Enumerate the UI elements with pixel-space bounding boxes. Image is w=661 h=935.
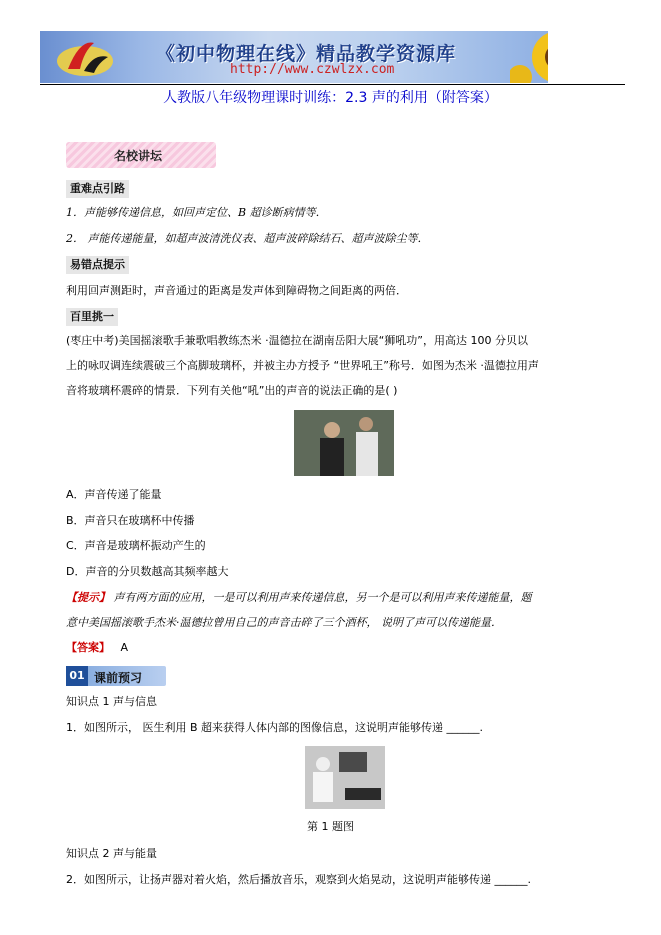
document-title: 人教版八年级物理课时训练：2.3 声的利用（附答案） — [163, 90, 498, 106]
hint-text-1: 声有两方面的应用，一是可以利用声来传递信息，另一个是可以利用声来传递能量，题 — [110, 591, 532, 604]
answer-label: 【答案】 — [66, 641, 110, 654]
section-tab-preview — [66, 666, 166, 686]
sunflower-icon — [510, 31, 548, 83]
banner-title: 《初中物理在线》精品教学资源库 — [156, 43, 457, 65]
singer-photo-image — [294, 410, 394, 476]
answer-value: A — [120, 641, 129, 654]
knowledge-point-1: 知识点 1 声与信息 — [66, 695, 157, 708]
ultrasound-photo-image — [305, 746, 385, 809]
key-point-1: 1．声能够传递信息，如回声定位、B 超诊断病情等． — [66, 206, 327, 219]
error-tip-label: 易错点提示 — [66, 256, 129, 274]
question-2: 2．如图所示，让扬声器对着火焰，然后播放音乐，观察到火焰晃动，这说明声能够传递 ______. — [66, 873, 531, 886]
header-rule — [40, 84, 625, 85]
banner-url[interactable]: http://www.czwlzx.com — [230, 62, 395, 77]
ultrasound-photo — [305, 746, 385, 809]
section-tab-label: 名校讲坛 — [114, 149, 163, 163]
hint-line-1 — [66, 590, 532, 606]
answer-line — [66, 640, 128, 656]
question-line-3: 音将玻璃杯震碎的情景．下列有关他“吼”出的声音的说法正确的是( ) — [66, 384, 398, 397]
figure-1-caption: 第 1 题图 — [307, 820, 354, 833]
knowledge-point-2: 知识点 2 声与能量 — [66, 847, 157, 860]
logo-icon — [54, 35, 116, 79]
option-b: B．声音只在玻璃杯中传播 — [66, 514, 195, 527]
hint-line-2: 意中美国摇滚歌手杰米·温德拉曾用自己的声音击碎了三个酒杯， 说明了声可以传递能量． — [66, 616, 502, 629]
key-point-2: 2． 声能传递能量，如超声波清洗仪表、超声波碎除结石、超声波除尘等． — [66, 232, 429, 245]
question-line-2: 上的咏叹调连续震破三个高脚玻璃杯，并被主办方授予 “世界吼王”称号．如图为杰米 ·温德拉用声 — [66, 359, 539, 372]
section-number: 01 — [66, 666, 88, 686]
error-tip-text: 利用回声测距时，声音通过的距离是发声体到障碍物之间距离的两倍． — [66, 284, 407, 297]
option-c: C．声音是玻璃杯振动产生的 — [66, 539, 206, 552]
section-tab-famous-school — [66, 142, 216, 168]
section-tab-text: 课前预习 — [94, 671, 143, 685]
question-1: 1．如图所示， 医生利用 B 超来获得人体内部的图像信息，这说明声能够传递 ______. — [66, 721, 484, 734]
hint-label: 【提示】 — [66, 591, 110, 604]
key-points-label: 重难点引路 — [66, 180, 129, 198]
singer-photo — [294, 410, 394, 476]
question-line-1: (枣庄中考)美国摇滚歌手兼歌唱教练杰米 ·温德拉在湖南岳阳大展“狮吼功”，用高达 100 分贝以 — [66, 334, 528, 347]
header-banner — [40, 31, 548, 83]
option-a: A．声音传递了能量 — [66, 488, 162, 501]
pick-one-label: 百里挑一 — [66, 308, 118, 326]
option-d: D．声音的分贝数越高其频率越大 — [66, 565, 229, 578]
